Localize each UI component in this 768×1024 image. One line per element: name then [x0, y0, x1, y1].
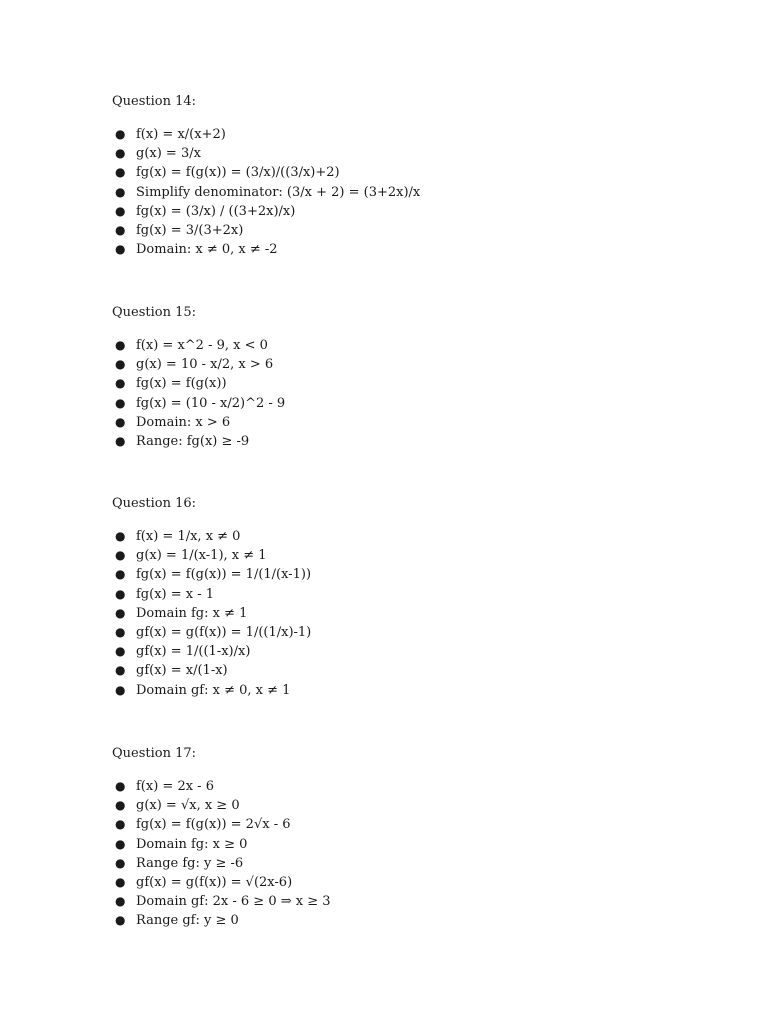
- list-item: [112, 796, 712, 815]
- question-title: Question 17:: [112, 746, 197, 761]
- bullet-icon: ●: [115, 624, 126, 639]
- step-text: Domain fg: x ≥ 0: [136, 836, 248, 852]
- step-text: fg(x) = 3/(3+2x): [136, 222, 244, 238]
- step-text: Domain gf: x ≠ 0, x ≠ 1: [136, 682, 291, 698]
- step-text: f(x) = x^2 - 9, x < 0: [136, 338, 268, 353]
- bullet-icon: ●: [115, 798, 126, 813]
- bullet-icon: ●: [115, 242, 126, 257]
- bullet-icon: ●: [115, 836, 126, 851]
- list-item: [112, 604, 712, 623]
- step-text: Range: fg(x) ≥ -9: [136, 433, 250, 449]
- bullet-icon: ●: [115, 357, 126, 372]
- step-text: gf(x) = g(f(x)) = 1/((1/x)-1): [136, 624, 312, 640]
- question-title: Question 16:: [112, 496, 197, 511]
- step-text: gf(x) = x/(1-x): [136, 663, 228, 679]
- step-text: f(x) = x/(x+2): [136, 127, 226, 142]
- bullet-icon: ●: [115, 433, 126, 448]
- bullet-icon: ●: [115, 874, 126, 889]
- bullet-icon: ●: [115, 894, 126, 909]
- list-item: [112, 661, 712, 680]
- step-list: [112, 527, 712, 700]
- step-text: f(x) = 1/x, x ≠ 0: [136, 529, 241, 544]
- list-item: [112, 546, 712, 565]
- list-item: [112, 623, 712, 642]
- bullet-icon: ●: [115, 913, 126, 928]
- step-text: Simplify denominator: (3/x + 2) = (3+2x)/x: [136, 184, 421, 200]
- step-text: Range fg: y ≥ -6: [136, 855, 244, 871]
- bullet-icon: ●: [115, 338, 126, 352]
- list-item: [112, 221, 712, 240]
- bullet-icon: ●: [115, 165, 126, 180]
- list-item: [112, 777, 712, 796]
- step-text: fg(x) = (10 - x/2)^2 - 9: [136, 395, 286, 411]
- step-text: fg(x) = (3/x) / ((3+2x)/x): [136, 203, 296, 219]
- question-title: Question 14:: [112, 94, 197, 109]
- list-item: [112, 336, 712, 355]
- list-item: [112, 202, 712, 221]
- bullet-icon: ●: [115, 414, 126, 429]
- bullet-icon: ●: [115, 855, 126, 870]
- list-item: [112, 892, 712, 911]
- bullet-icon: ●: [115, 644, 126, 659]
- list-item: [112, 527, 712, 546]
- list-item: [112, 355, 712, 374]
- list-item: [112, 394, 712, 413]
- list-item: [112, 681, 712, 700]
- question-16: [112, 496, 712, 700]
- bullet-icon: ●: [115, 567, 126, 582]
- bullet-icon: ●: [115, 682, 126, 697]
- step-text: fg(x) = f(g(x)) = 1/(1/(x-1)): [136, 567, 312, 583]
- list-item: [112, 374, 712, 393]
- list-item: [112, 642, 712, 661]
- list-item: [112, 183, 712, 202]
- step-text: fg(x) = f(g(x)) = (3/x)/((3/x)+2): [136, 165, 340, 181]
- list-item: [112, 125, 712, 144]
- step-text: g(x) = 10 - x/2, x > 6: [136, 357, 274, 373]
- list-item: [112, 413, 712, 432]
- list-item: [112, 432, 712, 451]
- step-text: g(x) = 3/x: [136, 146, 201, 162]
- list-item: [112, 854, 712, 873]
- bullet-icon: ●: [115, 222, 126, 237]
- step-list: [112, 336, 712, 451]
- list-item: [112, 565, 712, 584]
- step-text: f(x) = 2x - 6: [136, 779, 214, 794]
- bullet-icon: ●: [115, 529, 126, 543]
- question-17: [112, 746, 712, 931]
- bullet-icon: ●: [115, 779, 126, 793]
- list-item: [112, 240, 712, 259]
- step-list: [112, 125, 712, 259]
- step-text: Domain: x > 6: [136, 414, 231, 430]
- step-text: Domain gf: 2x - 6 ≥ 0 ⇒ x ≥ 3: [136, 894, 331, 910]
- bullet-icon: ●: [115, 184, 126, 199]
- step-text: g(x) = √x, x ≥ 0: [136, 798, 240, 814]
- list-item: [112, 163, 712, 182]
- list-item: [112, 815, 712, 834]
- list-item: [112, 911, 712, 930]
- step-text: fg(x) = x - 1: [136, 586, 215, 602]
- bullet-icon: ●: [115, 203, 126, 218]
- bullet-icon: ●: [115, 395, 126, 410]
- bullet-icon: ●: [115, 663, 126, 678]
- step-text: fg(x) = f(g(x)) = 2√x - 6: [136, 817, 291, 833]
- list-item: [112, 585, 712, 604]
- list-item: [112, 835, 712, 854]
- step-text: gf(x) = g(f(x)) = √(2x-6): [136, 874, 293, 890]
- question-14: [112, 94, 712, 259]
- step-text: Range gf: y ≥ 0: [136, 913, 239, 929]
- bullet-icon: ●: [115, 548, 126, 563]
- bullet-icon: ●: [115, 146, 126, 161]
- bullet-icon: ●: [115, 817, 126, 832]
- list-item: [112, 144, 712, 163]
- bullet-icon: ●: [115, 376, 126, 391]
- bullet-icon: ●: [115, 605, 126, 620]
- question-title: Question 15:: [112, 305, 197, 320]
- step-text: Domain fg: x ≠ 1: [136, 605, 248, 621]
- question-15: [112, 305, 712, 451]
- bullet-icon: ●: [115, 127, 126, 141]
- bullet-icon: ●: [115, 586, 126, 601]
- step-text: Domain: x ≠ 0, x ≠ -2: [136, 242, 278, 258]
- list-item: [112, 873, 712, 892]
- step-text: fg(x) = f(g(x)): [136, 376, 227, 392]
- step-text: gf(x) = 1/((1-x)/x): [136, 644, 251, 660]
- step-list: [112, 777, 712, 931]
- step-text: g(x) = 1/(x-1), x ≠ 1: [136, 548, 267, 564]
